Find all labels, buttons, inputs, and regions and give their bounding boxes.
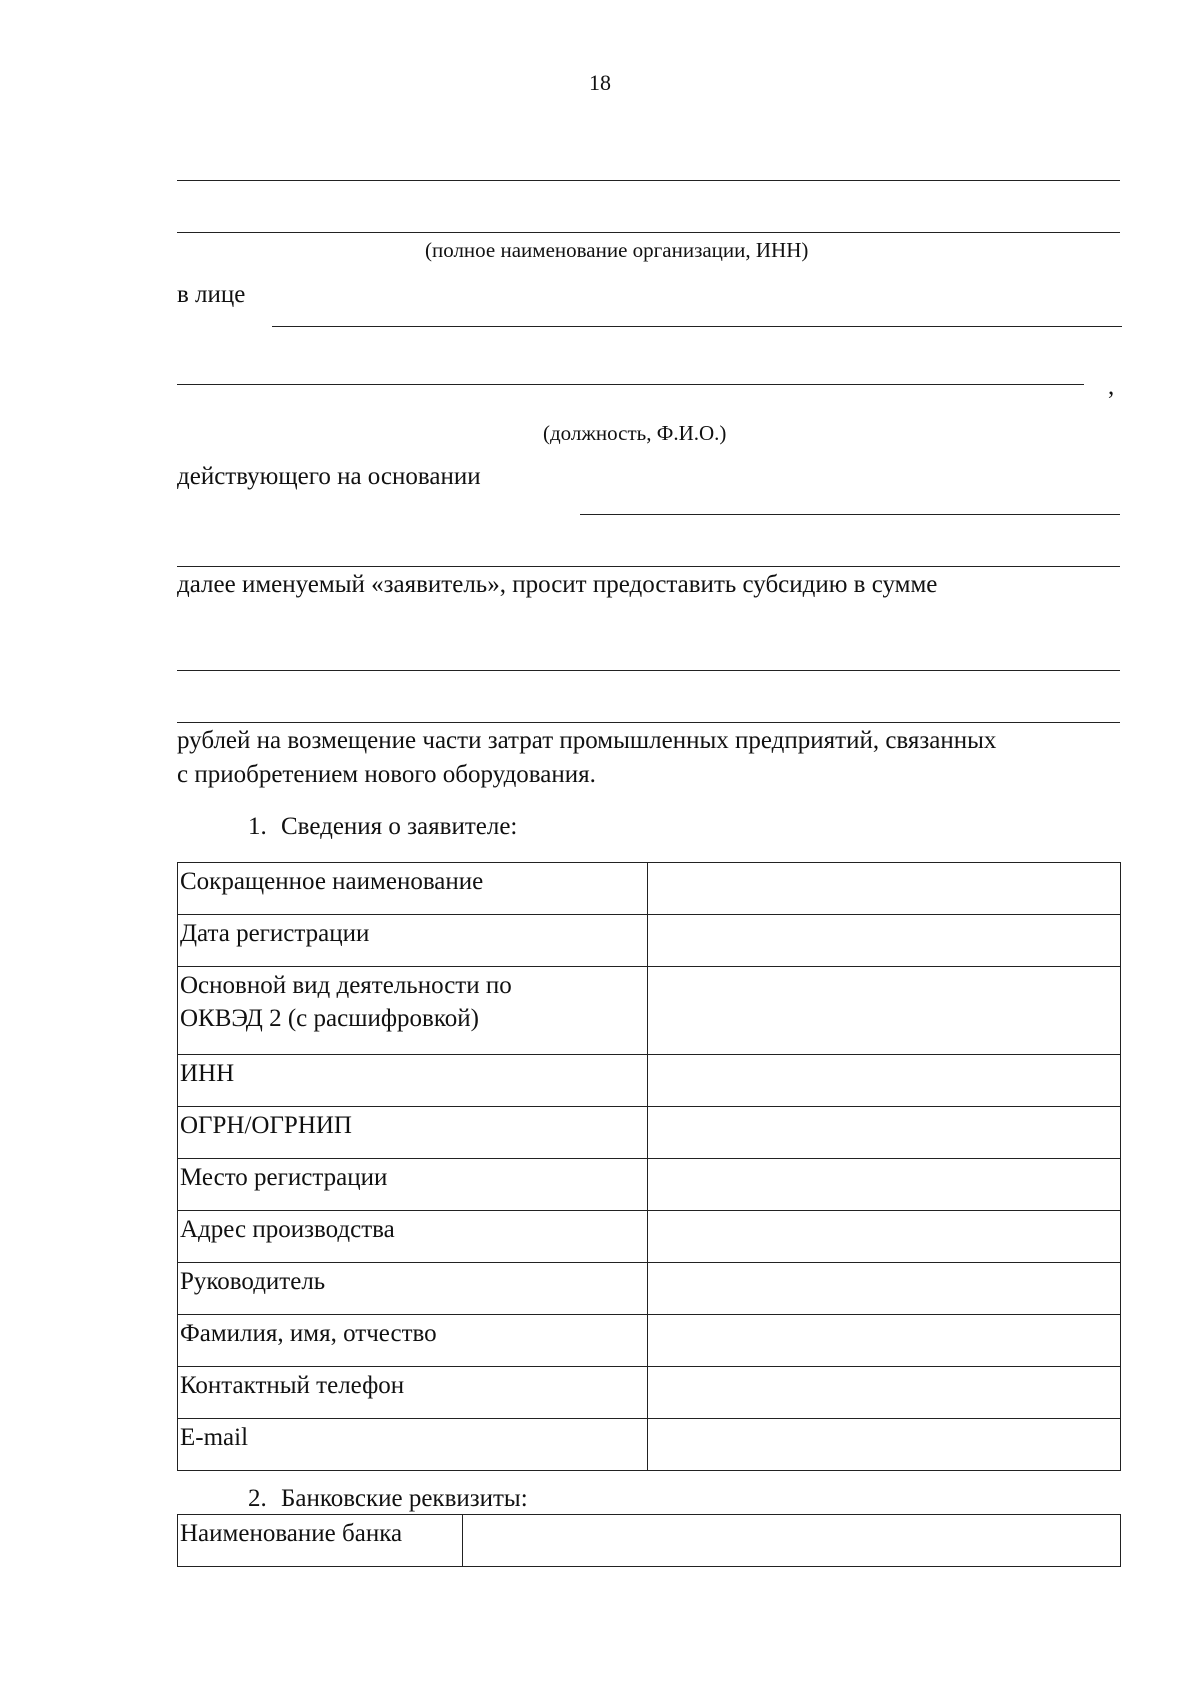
bank-details-label: Наименование банка xyxy=(180,1520,403,1547)
applicant-info-label: E-mail xyxy=(180,1424,249,1451)
applicant-info-label-cell xyxy=(178,1211,648,1263)
section2-heading xyxy=(248,1484,528,1514)
applicant-info-label-cell xyxy=(178,1367,648,1419)
applicant-info-row xyxy=(178,1419,1121,1471)
position-caption: (должность, Ф.И.О.) xyxy=(543,421,727,445)
applicant-info-row xyxy=(178,1107,1121,1159)
applicant-info-value-cell[interactable] xyxy=(648,1211,1121,1263)
applicant-info-row xyxy=(178,1211,1121,1263)
representative-line-2[interactable] xyxy=(177,384,1084,385)
applicant-info-value-cell[interactable] xyxy=(648,1263,1121,1315)
applicant-info-row xyxy=(178,1315,1121,1367)
applicant-info-row xyxy=(178,1367,1121,1419)
applicant-info-label: Контактный телефон xyxy=(180,1372,405,1399)
purpose-line-2: с приобретением нового оборудования. xyxy=(177,761,596,788)
applicant-info-row xyxy=(178,1263,1121,1315)
applicant-info-value-cell[interactable] xyxy=(648,915,1121,967)
applicant-info-label-cell xyxy=(178,1263,648,1315)
applicant-info-row xyxy=(178,915,1121,967)
applicant-info-label: Фамилия, имя, отчество xyxy=(180,1320,437,1347)
applicant-info-value-cell[interactable] xyxy=(648,1107,1121,1159)
applicant-info-label-cell xyxy=(178,915,648,967)
applicant-info-value-cell[interactable] xyxy=(648,1055,1121,1107)
applicant-info-value-cell[interactable] xyxy=(648,1367,1121,1419)
section2-title: Банковские реквизиты: xyxy=(281,1485,528,1512)
applicant-info-row xyxy=(178,863,1121,915)
basis-line-2[interactable] xyxy=(177,566,1120,567)
applicant-info-label-cell xyxy=(178,863,648,915)
org-name-line-2[interactable] xyxy=(177,232,1120,233)
applicant-info-label: ОГРН/ОГРНИП xyxy=(180,1112,352,1139)
bank-details-row xyxy=(178,1515,1121,1567)
section1-title: Сведения о заявителе: xyxy=(281,813,518,840)
comma-mark: , xyxy=(1108,373,1115,400)
applicant-info-label: Руководитель xyxy=(180,1268,326,1295)
v-litse-label: в лице xyxy=(177,281,246,308)
page-number: 18 xyxy=(589,70,611,95)
applicant-info-label-cell xyxy=(178,1055,648,1107)
acting-basis-label: действующего на основании xyxy=(177,463,481,490)
applicant-info-label-cell xyxy=(178,1107,648,1159)
purpose-line-1: рублей на возмещение части затрат промышленных предприятий, связанных xyxy=(177,727,997,754)
bank-details-label-cell xyxy=(178,1515,463,1567)
applicant-info-row xyxy=(178,1055,1121,1107)
amount-line-2[interactable] xyxy=(177,722,1120,723)
org-name-line-1[interactable] xyxy=(177,180,1120,181)
amount-line-1[interactable] xyxy=(177,670,1120,671)
section2-number: 2. xyxy=(248,1485,267,1512)
bank-details-value-cell[interactable] xyxy=(463,1515,1121,1567)
applicant-info-value-cell[interactable] xyxy=(648,863,1121,915)
applicant-info-label: Место регистрации xyxy=(180,1164,388,1191)
basis-line-1[interactable] xyxy=(580,514,1120,515)
representative-line-1[interactable] xyxy=(272,326,1122,327)
applicant-info-label: Дата регистрации xyxy=(180,920,370,947)
applicant-info-row xyxy=(178,967,1121,1055)
applicant-info-value-cell[interactable] xyxy=(648,1419,1121,1471)
applicant-info-label: Сокращенное наименование xyxy=(180,868,484,895)
applicant-info-table xyxy=(177,862,1121,1471)
applicant-info-row xyxy=(178,1159,1121,1211)
applicant-info-label: Адрес производства xyxy=(180,1216,395,1243)
org-caption: (полное наименование организации, ИНН) xyxy=(425,238,809,262)
applicant-info-label-cell xyxy=(178,967,648,1055)
applicant-info-label-cell xyxy=(178,1159,648,1211)
applicant-request-text: далее именуемый «заявитель», просит предоставить субсидию в сумме xyxy=(177,571,938,598)
section1-number: 1. xyxy=(248,813,267,840)
applicant-info-label-cell xyxy=(178,1315,648,1367)
section1-heading xyxy=(248,812,517,842)
applicant-info-value-cell[interactable] xyxy=(648,967,1121,1055)
applicant-info-value-cell[interactable] xyxy=(648,1159,1121,1211)
bank-details-table xyxy=(177,1514,1121,1567)
applicant-info-label: Основной вид деятельности по ОКВЭД 2 (с расшифровкой) xyxy=(180,972,512,1032)
applicant-info-label-cell xyxy=(178,1419,648,1471)
applicant-info-value-cell[interactable] xyxy=(648,1315,1121,1367)
applicant-info-label: ИНН xyxy=(180,1060,235,1087)
